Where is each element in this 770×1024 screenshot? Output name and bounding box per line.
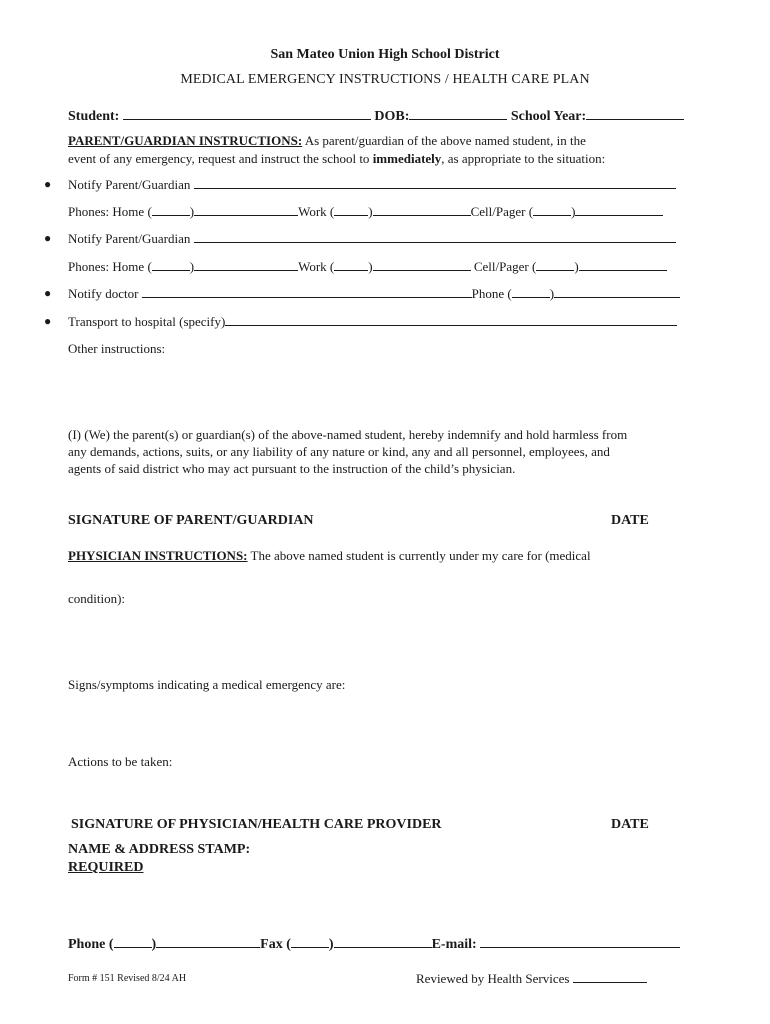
work-area-code-field[interactable] [334, 203, 368, 216]
indemnity-line-2: any demands, actions, suits, or any liability of any nature or kind, any and all personnel, employees, and [68, 444, 610, 459]
reviewed-row [416, 970, 647, 987]
paren-close: ) [189, 204, 195, 219]
home-phone-field[interactable] [194, 258, 298, 271]
parent-instructions-line2 [68, 151, 605, 167]
signs-symptoms-label: Signs/symptoms indicating a medical emergency are: [68, 677, 346, 692]
notify-doctor-label: Notify doctor [68, 286, 139, 301]
paren-close: ) [151, 937, 157, 952]
phones-1-row [68, 203, 663, 220]
cell-phone-field[interactable] [575, 203, 663, 216]
fax-area-code-field[interactable] [291, 935, 329, 948]
email-field[interactable] [480, 935, 680, 948]
notify-parent-2-field[interactable] [194, 230, 676, 243]
paren-close: ) [328, 937, 334, 952]
cell-area-code-field[interactable] [533, 203, 571, 216]
dob-label: DOB: [374, 109, 410, 124]
physician-signature-label: SIGNATURE OF PHYSICIAN/HEALTH CARE PROVIDER [71, 817, 442, 832]
stamp-required-label: REQUIRED [68, 860, 144, 875]
cell-pager-label: Cell/Pager ( [470, 204, 534, 219]
bullet-icon: ● [44, 314, 52, 328]
indemnity-line-3: agents of said district who may act pursuant to the instruction of the child’s physician. [68, 461, 516, 476]
email-label: E-mail: [431, 937, 477, 952]
home-area-code-field[interactable] [152, 203, 190, 216]
home-area-code-field[interactable] [152, 258, 190, 271]
transport-field[interactable] [225, 313, 677, 326]
fax-label: Fax ( [260, 937, 291, 952]
student-row [68, 107, 684, 125]
district-name: San Mateo Union High School District [270, 47, 500, 62]
parent-instructions-heading: PARENT/GUARDIAN INSTRUCTIONS: [68, 133, 303, 148]
home-phone-label: Phones: Home ( [68, 204, 152, 219]
cell-phone-field[interactable] [579, 258, 667, 271]
school-year-label: School Year: [510, 109, 587, 124]
actions-label: Actions to be taken: [68, 754, 173, 769]
work-phone-label: Work ( [298, 259, 335, 274]
notify-parent-2-row [68, 230, 676, 247]
form-title: MEDICAL EMERGENCY INSTRUCTIONS / HEALTH CARE PLAN [180, 72, 590, 87]
physician-signature-date-label: DATE [611, 817, 649, 832]
paren-close: ) [368, 259, 373, 274]
parent-instructions-text-c: , as appropriate to the situation: [441, 151, 606, 166]
reviewed-label: Reviewed by Health Services [416, 971, 570, 986]
stamp-label: NAME & ADDRESS STAMP: [68, 842, 251, 857]
parent-signature-date-label: DATE [611, 513, 649, 528]
bullet-icon: ● [44, 231, 52, 245]
dob-field[interactable] [409, 107, 507, 120]
paren-close: ) [368, 204, 373, 219]
cell-area-code-field[interactable] [536, 258, 574, 271]
parent-signature-label: SIGNATURE OF PARENT/GUARDIAN [68, 513, 314, 528]
fax-field[interactable] [334, 935, 432, 948]
student-field[interactable] [123, 107, 371, 120]
phone-label: Phone ( [68, 937, 114, 952]
paren-close: ) [189, 259, 195, 274]
immediately-emphasis: immediately [372, 151, 442, 166]
medical-condition-label: condition): [68, 591, 126, 606]
transport-row [68, 313, 677, 330]
home-phone-label: Phones: Home ( [68, 259, 152, 274]
notify-parent-1-field[interactable] [194, 176, 676, 189]
cell-pager-label: Cell/Pager ( [470, 259, 537, 274]
notify-parent-1-label: Notify Parent/Guardian [68, 177, 191, 192]
parent-instructions-line1 [68, 133, 586, 149]
bullet-icon: ● [44, 286, 52, 300]
physician-area-code-field[interactable] [114, 935, 152, 948]
physician-instructions-heading: PHYSICIAN INSTRUCTIONS: [68, 548, 248, 563]
doctor-phone-field[interactable] [554, 285, 680, 298]
notify-doctor-row [68, 285, 680, 302]
notify-parent-2-label: Notify Parent/Guardian [68, 231, 191, 246]
contact-row [68, 935, 680, 953]
form-number: Form # 151 Revised 8/24 AH [68, 973, 187, 984]
school-year-field[interactable] [586, 107, 684, 120]
home-phone-field[interactable] [194, 203, 298, 216]
work-area-code-field[interactable] [334, 258, 368, 271]
other-instructions-label: Other instructions: [68, 341, 166, 356]
paren-close: ) [549, 286, 555, 301]
work-phone-label: Work ( [298, 204, 335, 219]
doctor-phone-label: Phone ( [471, 286, 512, 301]
physician-instructions-text: The above named student is currently under my care for (medical [247, 548, 591, 563]
bullet-icon: ● [44, 177, 52, 191]
phones-2-row [68, 258, 667, 275]
work-phone-field[interactable] [373, 258, 471, 271]
paren-close: ) [571, 204, 576, 219]
parent-instructions-text-b: event of any emergency, request and instruct the school to [68, 151, 373, 166]
parent-instructions-text-a: As parent/guardian of the above named student, in the [302, 133, 586, 148]
paren-close: ) [574, 259, 579, 274]
indemnity-line-1: (I) (We) the parent(s) or guardian(s) of the above-named student, hereby indemnify and hold harmless from [68, 427, 628, 442]
student-label: Student: [68, 109, 120, 124]
physician-phone-field[interactable] [156, 935, 260, 948]
reviewed-field[interactable] [573, 970, 647, 983]
doctor-area-code-field[interactable] [512, 285, 550, 298]
doctor-name-field[interactable] [142, 285, 472, 298]
work-phone-field[interactable] [373, 203, 471, 216]
physician-instructions-line [68, 548, 591, 564]
notify-parent-1-row [68, 176, 676, 193]
transport-label: Transport to hospital (specify) [68, 314, 226, 329]
